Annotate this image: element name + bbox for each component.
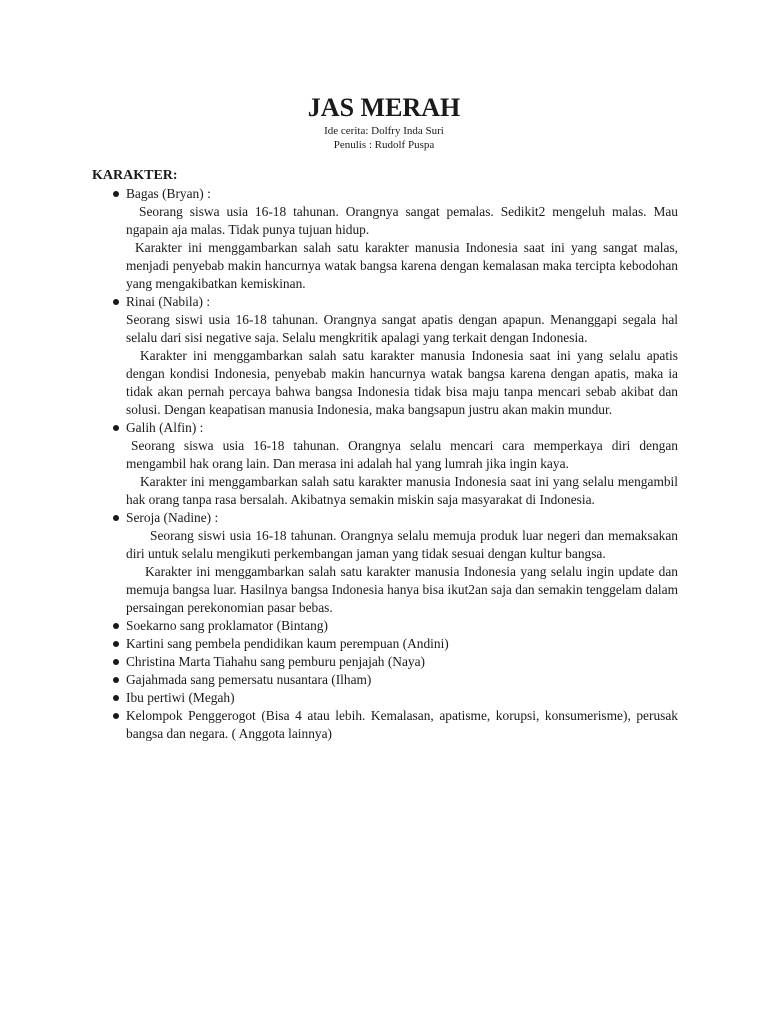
character-name: Galih (Alfin) : [126, 420, 204, 435]
character-description: Seorang siswa usia 16-18 tahunan. Orangnya sangat pemalas. Sedikit2 mengeluh malas. Mau ngapain aja malas. Tidak punya tujuan hidup. [126, 204, 678, 237]
bullet-icon [113, 713, 119, 719]
character-item-bagas [126, 185, 678, 293]
character-item-seroja [126, 509, 678, 617]
character-name: Bagas (Bryan) : [126, 186, 211, 201]
section-heading-karakter: KARAKTER: [92, 168, 178, 183]
character-item-rinai [126, 293, 678, 419]
other-character-text: Soekarno sang proklamator (Bintang) [126, 618, 328, 633]
other-character-text: Gajahmada sang pemersatu nusantara (Ilham) [126, 672, 372, 687]
idea-credit: Ide cerita: Dolfry Inda Suri [324, 125, 444, 137]
other-character-soekarno [126, 617, 678, 635]
character-item-galih [126, 419, 678, 509]
bullet-icon [113, 623, 119, 629]
character-name: Rinai (Nabila) : [126, 294, 211, 309]
writer-credit: Penulis : Rudolf Puspa [333, 139, 435, 151]
character-explanation: Karakter ini menggambarkan salah satu karakter manusia Indonesia saat ini yang selalu apatis dengan kondisi Indonesia, penyebab makin hancurnya watak bangsa karena dengan apatis, maka ia tidak akan pernah percaya bahwa bangsa Indonesia tidak bisa maju tanpa mencari sebab akibat dan solusi. Dengan keapatisan manusia Indonesia, maka bangsapun justru akan makin mundur. [126, 348, 678, 417]
document-title: JAS MERAH [307, 93, 461, 122]
bullet-icon [113, 191, 119, 197]
character-explanation: Karakter ini menggambarkan salah satu karakter manusia Indonesia yang selalu ingin update dan memuja bangsa luar. Hasilnya bangsa Indonesia hanya bisa ikut2an saja dan semakin tenggelam dalam persaingan perekonomian pasar bebas. [126, 564, 678, 615]
other-character-ibu-pertiwi [126, 689, 678, 707]
other-character-kartini [126, 635, 678, 653]
bullet-icon [113, 641, 119, 647]
other-character-gajahmada [126, 671, 678, 689]
other-character-penggerogot [126, 707, 678, 743]
character-explanation: Karakter ini menggambarkan salah satu karakter manusia Indonesia saat ini yang selalu mengambil hak orang tanpa rasa bersalah. Akibatnya semakin miskin saja masyarakat di Indonesia. [126, 474, 678, 507]
bullet-icon [113, 677, 119, 683]
bullet-icon [113, 659, 119, 665]
other-character-text: Kelompok Penggerogot (Bisa 4 atau lebih. Kemalasan, apatisme, korupsi, konsumerisme), perusak bangsa dan negara. ( Anggota lainnya) [126, 708, 678, 741]
character-description: Seorang siswa usia 16-18 tahunan. Orangnya selalu mencari cara memperkaya diri dengan mengambil hak orang lain. Dan merasa ini adalah hal yang lumrah jika ingin kaya. [126, 438, 678, 471]
character-description: Seorang siswi usia 16-18 tahunan. Orangnya sangat apatis dengan apapun. Menanggapi segala hal selalu dari sisi negative saja. Selalu mengkritik apalagi yang terkait dengan Indonesia. [126, 312, 678, 345]
bullet-icon [113, 299, 119, 305]
other-character-text: Ibu pertiwi (Megah) [126, 690, 235, 705]
bullet-icon [113, 425, 119, 431]
character-list [126, 185, 678, 743]
other-character-text: Kartini sang pembela pendidikan kaum perempuan (Andini) [126, 636, 449, 651]
other-character-christina [126, 653, 678, 671]
bullet-icon [113, 695, 119, 701]
other-character-text: Christina Marta Tiahahu sang pemburu penjajah (Naya) [126, 654, 425, 669]
character-explanation: Karakter ini menggambarkan salah satu karakter manusia Indonesia saat ini yang sangat malas, menjadi penyebab makin hancurnya watak bangsa karena dengan kemalasan maka tercipta kebodohan yang mengakibatkan kemiskinan. [126, 240, 678, 291]
character-name: Seroja (Nadine) : [126, 510, 219, 525]
character-description: Seorang siswi usia 16-18 tahunan. Orangnya selalu memuja produk luar negeri dan memaksakan diri untuk selalu mengikuti perkembangan jaman yang tidak sesuai dengan kultur bangsa. [126, 528, 678, 561]
bullet-icon [113, 515, 119, 521]
